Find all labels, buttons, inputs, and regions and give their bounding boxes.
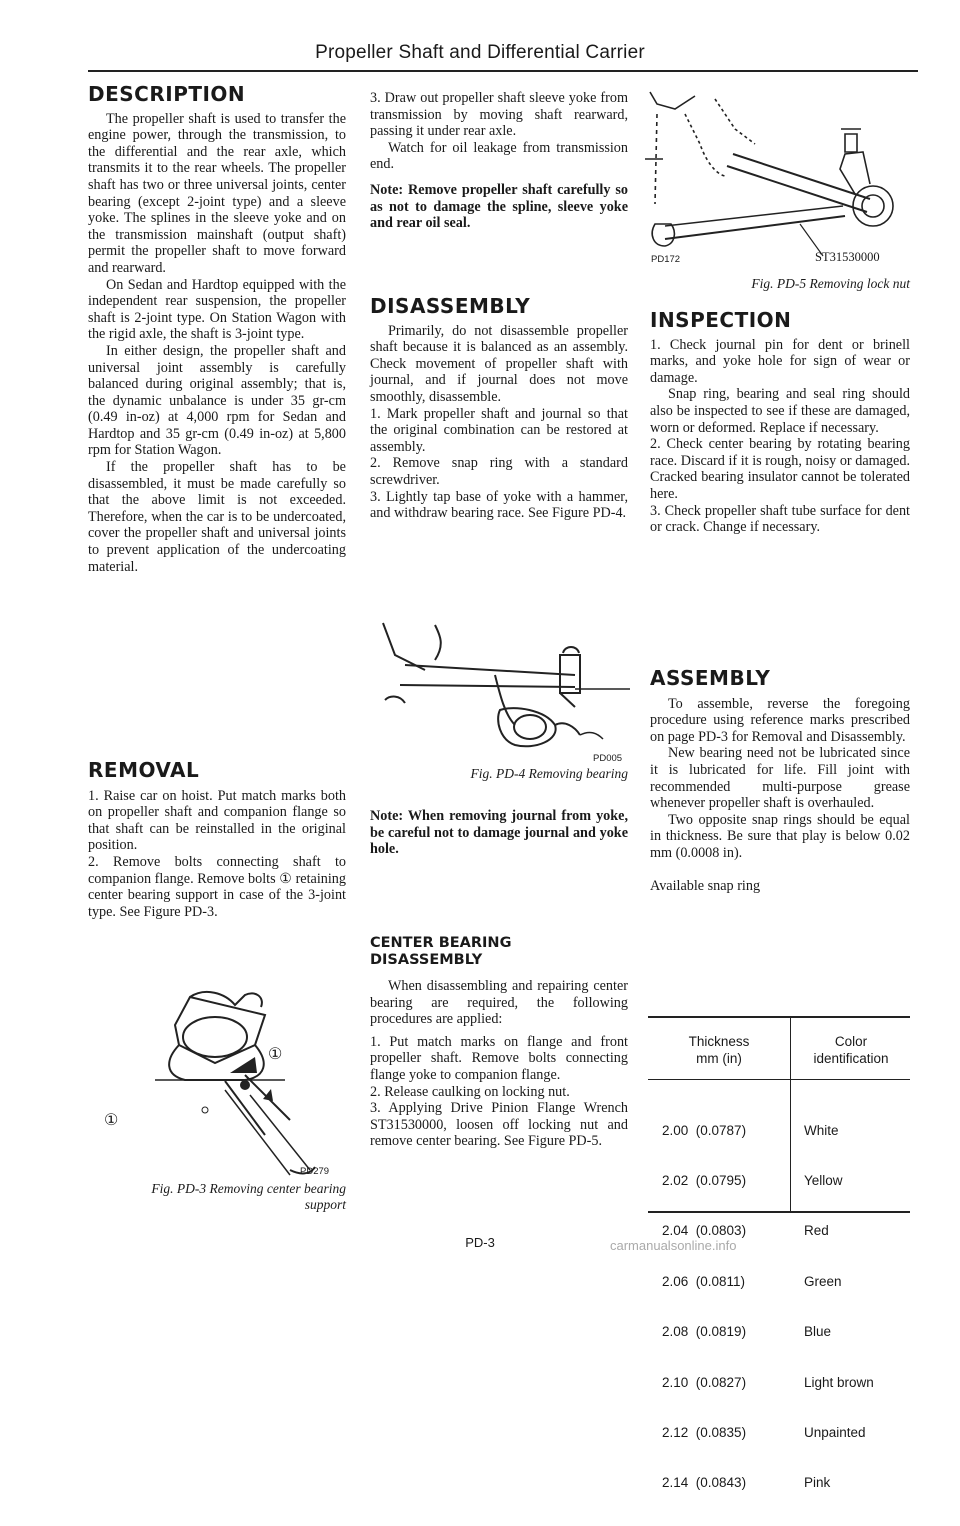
available-snap-ring-label: Available snap ring [650, 877, 761, 894]
thickness-cell: 2.14 (0.0843) [662, 1475, 747, 1491]
table-row [662, 1475, 910, 1492]
center-bearing-heading-2: DISASSEMBLY [370, 952, 483, 968]
removal-step-3: 3. Draw out propeller shaft sleeve yoke from transmission by moving shaft rearward, passing it under rear axle. [370, 90, 628, 140]
thickness-cell: 2.04 (0.0803) [662, 1223, 747, 1239]
figure-pd3-caption-cont: support [304, 1197, 346, 1212]
color-cell: Pink [804, 1475, 831, 1491]
color-cell: Light brown [804, 1374, 874, 1390]
note-remove-shaft [370, 182, 628, 232]
disassembly-paragraph: Primarily, do not disassemble propeller shaft because it is balanced as an assembly. Check movement of propeller shaft with journal, and if journal does not move smoothly, disassemble. [370, 322, 628, 405]
header-rule [88, 70, 918, 72]
table-row [662, 1173, 910, 1190]
color-cell: White [804, 1122, 839, 1138]
table-row [662, 1425, 910, 1442]
assembly-paragraph-2: New bearing need not be lubricated since it is lubricated for life. Fill joint with recommended multi-purpose grease whenever propeller shaft is overhauled. [650, 745, 910, 812]
assembly-paragraph-1: To assemble, reverse the foregoing procedure using reference marks prescribed on page PD-3 for Removal and Disassembly. [650, 695, 910, 745]
inspection-paragraph: Snap ring, bearing and seal ring should also be inspected to see if these are damaged, worn or deformed. Replace if necessary. [650, 386, 910, 436]
description-paragraph-2: On Sedan and Hardtop equipped with the independent rear suspension, the propeller shaft is 2-joint type. On Station Wagon with the rigid axle, the shaft is 3-joint type. [88, 276, 346, 343]
description-paragraph-4: If the propeller shaft has to be disassembled, it must be made carefully so that the above limit is not exceeded. Therefore, when the car is to be undercoated, cover the propeller shaft and universal joints to prevent application of the undercoating material. [88, 459, 346, 575]
figure-pd5-tool-number: ST31530000 [815, 250, 880, 264]
note-label: Note: [370, 181, 404, 198]
inspection-step-2: 2. Check center bearing by rotating bearing race. Discard if it is rough, noisy or damaged. Cracked bearing insulator cannot be tolerated here. [650, 436, 910, 502]
figure-pd4-illustration [375, 615, 630, 755]
snap-table-header-color [792, 1033, 910, 1067]
header-color-line1: Color [834, 1034, 868, 1049]
color-cell: Yellow [804, 1172, 843, 1188]
note-journal-text: When removing journal from yoke, be careful not to damage journal and yoke hole. [370, 808, 628, 858]
table-row [662, 1123, 910, 1140]
note-journal-paragraph [370, 808, 628, 858]
page-header: Propeller Shaft and Differential Carrier [315, 42, 645, 63]
thickness-cell: 2.12 (0.0835) [662, 1424, 747, 1440]
color-cell: Blue [804, 1324, 832, 1340]
center-bearing-step-3: 3. Applying Drive Pinion Flange Wrench ST31530000, loosen off locking nut and remove center bearing. See Figure PD-5. [370, 1100, 628, 1150]
figure-pd5-illustration [645, 84, 915, 259]
removal-heading: REMOVAL [88, 758, 200, 782]
figure-pd4-caption: Fig. PD-4 Removing bearing [470, 766, 628, 781]
note-text: Remove propeller shaft carefully so as not to damage the spline, sleeve yoke and rear oil seal. [370, 181, 629, 232]
figure-pd3-caption: Fig. PD-3 Removing center bearing [151, 1181, 346, 1196]
snap-table-header-thickness [648, 1033, 790, 1067]
page-number: PD-3 [465, 1235, 495, 1250]
description-paragraph-1: The propeller shaft is used to transfer the engine power, through the transmission, to the differential and the rear axle, which transmits it to the rear wheels. The propeller shaft has two or three universal joints, center bearing (except 2-joint type) and a sleeve yoke. The splines in the sleeve yoke and on the transmission mainshaft (output shaft) permit the propeller shaft to move forward and rearward. [88, 110, 346, 276]
header-thickness-line1: Thickness [688, 1034, 750, 1049]
disassembly-heading: DISASSEMBLY [370, 294, 531, 318]
table-row [662, 1324, 910, 1341]
snap-table-header-rule [648, 1079, 910, 1080]
callout-1-right: ① [268, 1046, 283, 1063]
center-bearing-heading-1: CENTER BEARING [370, 935, 512, 951]
header-thickness-line2: mm (in) [696, 1051, 742, 1066]
assembly-paragraph-3: Two opposite snap rings should be equal in thickness. Be sure that play is below 0.02 mm (0.0008 in). [650, 811, 910, 861]
description-heading: DESCRIPTION [88, 82, 246, 106]
note-journal-label: Note: [370, 808, 404, 824]
disassembly-step-3: 3. Lightly tap base of yoke with a hammer, and withdraw bearing race. See Figure PD-4. [370, 488, 628, 522]
watch-oil-leak: Watch for oil leakage from transmission end. [370, 139, 628, 173]
figure-pd5-caption: Fig. PD-5 Removing lock nut [751, 276, 910, 291]
color-cell: Red [804, 1223, 829, 1239]
removal-step-1: 1. Raise car on hoist. Put match marks both on propeller shaft and companion flange so that shaft can be reinstalled in the original position. [88, 787, 346, 854]
watermark: carmanualsonline.info [610, 1238, 737, 1253]
figure-pd5-code: PD172 [651, 254, 681, 265]
column-2-top [370, 90, 628, 232]
inspection-step-3: 3. Check propeller shaft tube surface for dent or crack. Change if necessary. [650, 502, 910, 536]
figure-pd3-illustration [95, 985, 345, 1185]
inspection-section [650, 308, 910, 536]
disassembly-section [370, 294, 628, 522]
color-cell: Green [804, 1273, 842, 1289]
center-bearing-section [370, 935, 628, 1150]
color-cell: Unpainted [804, 1424, 866, 1440]
header-color-line2: identification [813, 1051, 889, 1066]
assembly-section [650, 666, 910, 894]
thickness-cell: 2.10 (0.0827) [662, 1374, 747, 1390]
disassembly-step-2: 2. Remove snap ring with a standard screwdriver. [370, 455, 628, 488]
snap-table-body [662, 1089, 910, 1526]
thickness-cell: 2.02 (0.0795) [662, 1172, 747, 1188]
thickness-cell: 2.08 (0.0819) [662, 1324, 747, 1340]
table-row [662, 1375, 910, 1392]
removal-section [88, 758, 346, 920]
note-removing-journal [370, 808, 628, 858]
thickness-cell: 2.00 (0.0787) [662, 1122, 747, 1138]
inspection-step-1: 1. Check journal pin for dent or brinell marks, and yoke hole for sign of wear or damage. [650, 336, 910, 386]
removal-step-2: 2. Remove bolts connecting shaft to companion flange. Remove bolts ① retaining center bearing support in case of the 3-joint type. See Figure PD-3. [88, 853, 346, 920]
snap-table-top-rule [648, 1016, 910, 1018]
center-bearing-step-2: 2. Release caulking on locking nut. [370, 1083, 570, 1100]
center-bearing-step-1: 1. Put match marks on flange and front propeller shaft. Remove bolts connecting flange yoke to companion flange. [370, 1033, 628, 1083]
center-bearing-paragraph: When disassembling and repairing center bearing are required, the following procedures are applied: [370, 978, 628, 1028]
assembly-heading: ASSEMBLY [650, 666, 771, 690]
column-1 [88, 82, 346, 575]
thickness-cell: 2.06 (0.0811) [662, 1273, 746, 1289]
figure-pd4-code: PD005 [593, 753, 623, 764]
snap-table-bottom-rule [648, 1211, 910, 1213]
table-row [662, 1274, 910, 1291]
disassembly-step-1: 1. Mark propeller shaft and journal so that the original combination can be restored at assembly. [370, 405, 628, 455]
callout-1-left: ① [104, 1112, 119, 1129]
inspection-heading: INSPECTION [650, 308, 792, 332]
figure-pd3-code: PD279 [300, 1166, 330, 1177]
description-paragraph-3: In either design, the propeller shaft and universal joint assembly is carefully balanced during original assembly; that is, the dynamic unbalance is under 35 gr-cm (0.49 in-oz) at 4,000 rpm for Sedan and Hardtop and 35 gr-cm (0.49 in-oz) at 5,800 rpm for Station Wagon. [88, 342, 346, 459]
